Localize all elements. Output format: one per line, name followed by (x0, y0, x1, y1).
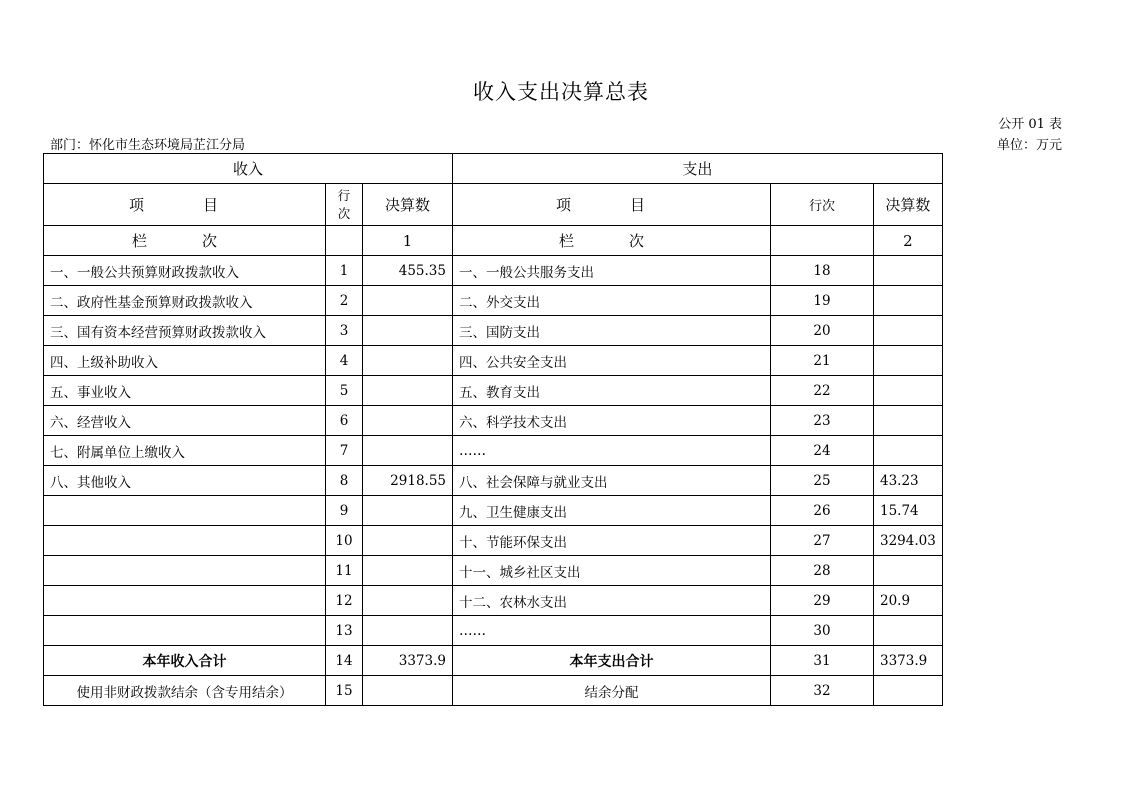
expense-amount-cell (874, 376, 943, 406)
income-column-index-empty (326, 226, 363, 256)
income-row-no-cell: 10 (326, 526, 363, 556)
income-item-header: 项 目 (44, 184, 326, 226)
expense-item-cell: 十二、农林水支出 (453, 586, 771, 616)
income-column-number: 1 (363, 226, 453, 256)
income-row-no-cell: 1 (326, 256, 363, 286)
non-fiscal-balance-row-no: 15 (326, 676, 363, 706)
expense-row-no-cell: 29 (771, 586, 874, 616)
expense-row-no-cell: 28 (771, 556, 874, 586)
expense-item-cell: 九、卫生健康支出 (453, 496, 771, 526)
surplus-allocation-row-no: 32 (771, 676, 874, 706)
income-item-cell: 八、其他收入 (44, 466, 326, 496)
expense-row-no-cell: 23 (771, 406, 874, 436)
table-row (44, 526, 943, 556)
income-amount-cell (363, 496, 453, 526)
table-row (44, 556, 943, 586)
expense-amount-cell (874, 436, 943, 466)
income-item-cell: 七、附属单位上缴收入 (44, 436, 326, 466)
income-amount-cell (363, 406, 453, 436)
income-item-cell: 四、上级补助收入 (44, 346, 326, 376)
income-amount-header: 决算数 (363, 184, 453, 226)
income-amount-cell: 455.35 (363, 256, 453, 286)
expense-amount-cell (874, 346, 943, 376)
expense-column-index-empty (771, 226, 874, 256)
income-amount-cell (363, 286, 453, 316)
income-row-no-cell: 13 (326, 616, 363, 646)
expense-item-cell: 十、节能环保支出 (453, 526, 771, 556)
income-item-cell (44, 526, 326, 556)
expense-amount-cell: 43.23 (874, 466, 943, 496)
form-number: 公开 01 表 (998, 117, 1062, 132)
income-amount-cell (363, 316, 453, 346)
expense-row-no-cell: 20 (771, 316, 874, 346)
expense-column-number: 2 (874, 226, 943, 256)
income-row-no-header: 行次 (326, 184, 363, 226)
totals-row (44, 646, 943, 676)
expense-item-cell: 一、一般公共服务支出 (453, 256, 771, 286)
expense-column-index-label: 栏 次 (453, 226, 771, 256)
expense-item-header: 项 目 (453, 184, 771, 226)
expense-row-no-cell: 27 (771, 526, 874, 556)
expense-amount-cell (874, 256, 943, 286)
expense-total-amount: 3373.9 (874, 646, 943, 676)
table-row (44, 286, 943, 316)
income-amount-cell (363, 436, 453, 466)
income-row-no-cell: 5 (326, 376, 363, 406)
income-row-no-cell: 6 (326, 406, 363, 436)
income-item-cell (44, 616, 326, 646)
expense-item-cell: 六、科学技术支出 (453, 406, 771, 436)
income-item-cell: 二、政府性基金预算财政拨款收入 (44, 286, 326, 316)
expense-row-no-cell: 19 (771, 286, 874, 316)
expense-item-cell: 三、国防支出 (453, 316, 771, 346)
expense-amount-cell: 3294.03 (874, 526, 943, 556)
income-row-no-cell: 8 (326, 466, 363, 496)
income-row-no-cell: 2 (326, 286, 363, 316)
expense-row-no-cell: 30 (771, 616, 874, 646)
table-row (44, 586, 943, 616)
table-row (44, 406, 943, 436)
expense-row-no-cell: 18 (771, 256, 874, 286)
unit-label: 单位：万元 (996, 138, 1062, 153)
table-row (44, 316, 943, 346)
expense-amount-cell: 15.74 (874, 496, 943, 526)
income-total-row-no: 14 (326, 646, 363, 676)
expense-total-row-no: 31 (771, 646, 874, 676)
expense-amount-cell (874, 556, 943, 586)
column-index-row (44, 226, 943, 256)
expense-row-no-cell: 24 (771, 436, 874, 466)
non-fiscal-balance-amount (363, 676, 453, 706)
income-amount-cell (363, 556, 453, 586)
income-amount-cell (363, 526, 453, 556)
expense-total-label: 本年支出合计 (453, 646, 771, 676)
expense-row-no-header: 行次 (771, 184, 874, 226)
expense-item-cell: 二、外交支出 (453, 286, 771, 316)
income-section-header: 收入 (44, 154, 453, 184)
income-item-cell: 五、事业收入 (44, 376, 326, 406)
surplus-allocation-amount (874, 676, 943, 706)
income-item-cell (44, 496, 326, 526)
table-row (44, 496, 943, 526)
income-amount-cell: 2918.55 (363, 466, 453, 496)
surplus-allocation-label: 结余分配 (453, 676, 771, 706)
expense-row-no-cell: 22 (771, 376, 874, 406)
expense-amount-header: 决算数 (874, 184, 943, 226)
income-row-no-cell: 3 (326, 316, 363, 346)
expense-section-header: 支出 (453, 154, 943, 184)
non-fiscal-balance-label: 使用非财政拨款结余（含专用结余） (44, 676, 326, 706)
table-row (44, 616, 943, 646)
income-row-no-cell: 11 (326, 556, 363, 586)
income-amount-cell (363, 586, 453, 616)
expense-item-cell: 八、社会保障与就业支出 (453, 466, 771, 496)
expense-amount-cell: 20.9 (874, 586, 943, 616)
table-row (44, 256, 943, 286)
income-row-no-cell: 9 (326, 496, 363, 526)
income-item-cell: 三、国有资本经营预算财政拨款收入 (44, 316, 326, 346)
expense-amount-cell (874, 316, 943, 346)
expense-amount-cell (874, 406, 943, 436)
table-row (44, 436, 943, 466)
balance-row (44, 676, 943, 706)
expense-row-no-cell: 26 (771, 496, 874, 526)
income-amount-cell (363, 346, 453, 376)
department-label: 部门：怀化市生态环境局芷江分局 (50, 138, 246, 153)
income-amount-cell (363, 376, 453, 406)
expense-row-no-cell: 25 (771, 466, 874, 496)
budget-table (43, 153, 943, 706)
column-header-row (44, 184, 943, 226)
income-row-no-cell: 7 (326, 436, 363, 466)
expense-item-cell: …… (453, 436, 771, 466)
income-total-amount: 3373.9 (363, 646, 453, 676)
income-item-cell: 六、经营收入 (44, 406, 326, 436)
income-total-label: 本年收入合计 (44, 646, 326, 676)
expense-item-cell: 五、教育支出 (453, 376, 771, 406)
expense-item-cell: …… (453, 616, 771, 646)
table-row (44, 346, 943, 376)
income-item-cell: 一、一般公共预算财政拨款收入 (44, 256, 326, 286)
expense-amount-cell (874, 286, 943, 316)
section-header-row (44, 154, 943, 184)
income-row-no-cell: 4 (326, 346, 363, 376)
expense-amount-cell (874, 616, 943, 646)
table-row (44, 376, 943, 406)
income-item-cell (44, 586, 326, 616)
expense-item-cell: 四、公共安全支出 (453, 346, 771, 376)
expense-item-cell: 十一、城乡社区支出 (453, 556, 771, 586)
income-amount-cell (363, 616, 453, 646)
page-title: 收入支出决算总表 (473, 80, 649, 104)
table-row (44, 466, 943, 496)
income-row-no-cell: 12 (326, 586, 363, 616)
expense-row-no-cell: 21 (771, 346, 874, 376)
income-item-cell (44, 556, 326, 586)
income-column-index-label: 栏 次 (44, 226, 326, 256)
